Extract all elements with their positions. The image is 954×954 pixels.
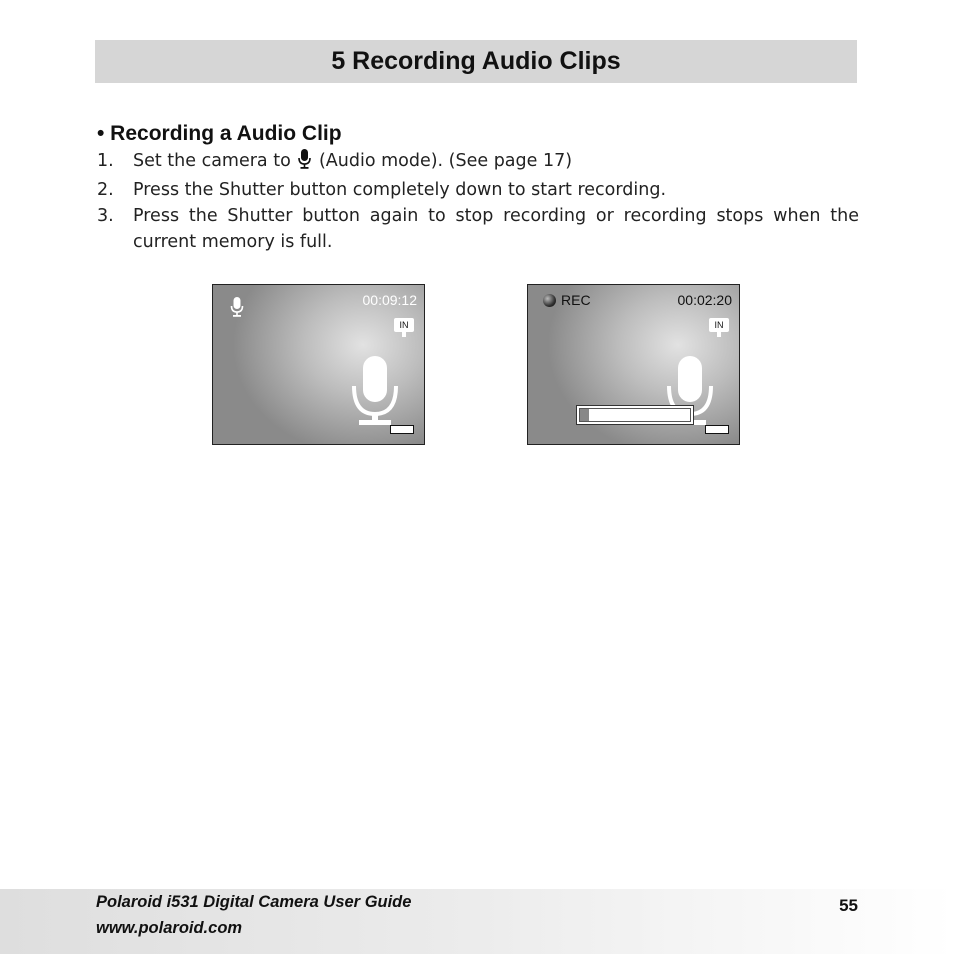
step-text-after-icon: (Audio mode). (See page 17) (318, 151, 573, 171)
step-2 (97, 177, 859, 203)
recording-progress-bar (576, 405, 694, 425)
chapter-title-bar (95, 40, 857, 83)
step-number: 3. (97, 206, 114, 226)
guide-title: Polaroid i531 Digital Camera User Guide (96, 893, 412, 911)
page-footer (0, 889, 954, 954)
microphone-icon (230, 297, 244, 321)
battery-icon (390, 425, 414, 434)
microphone-icon (298, 149, 311, 177)
storage-label: IN (394, 318, 414, 332)
page-number: 55 (839, 896, 858, 915)
step-text: Press the Shutter button again to stop recording or recording stops when the current memory is full. (133, 206, 859, 252)
step-number: 2. (97, 180, 114, 200)
step-3 (97, 203, 859, 255)
battery-icon (705, 425, 729, 434)
section-heading: • Recording a Audio Clip (97, 122, 342, 145)
recording-progress-fill (580, 409, 589, 421)
website-url: www.polaroid.com (96, 919, 243, 937)
storage-label: IN (709, 318, 729, 332)
recording-time-remaining: 00:09:12 (362, 292, 417, 308)
lcd-screen-standby (212, 284, 425, 445)
rec-indicator (543, 292, 591, 308)
step-text: Press the Shutter button completely down to start recording. (133, 180, 667, 200)
step-1 (97, 148, 859, 177)
internal-memory-icon (709, 318, 729, 340)
recording-elapsed-time: 00:02:20 (677, 292, 732, 308)
internal-memory-icon (394, 318, 414, 340)
lcd-screen-recording (527, 284, 740, 445)
step-text-before-icon: Set the camera to (133, 151, 291, 171)
microphone-icon (351, 356, 399, 432)
steps-list (97, 148, 859, 255)
rec-label: REC (561, 292, 591, 308)
step-number: 1. (97, 151, 114, 171)
chapter-title: 5 Recording Audio Clips (331, 47, 621, 75)
record-dot-icon (543, 294, 556, 307)
